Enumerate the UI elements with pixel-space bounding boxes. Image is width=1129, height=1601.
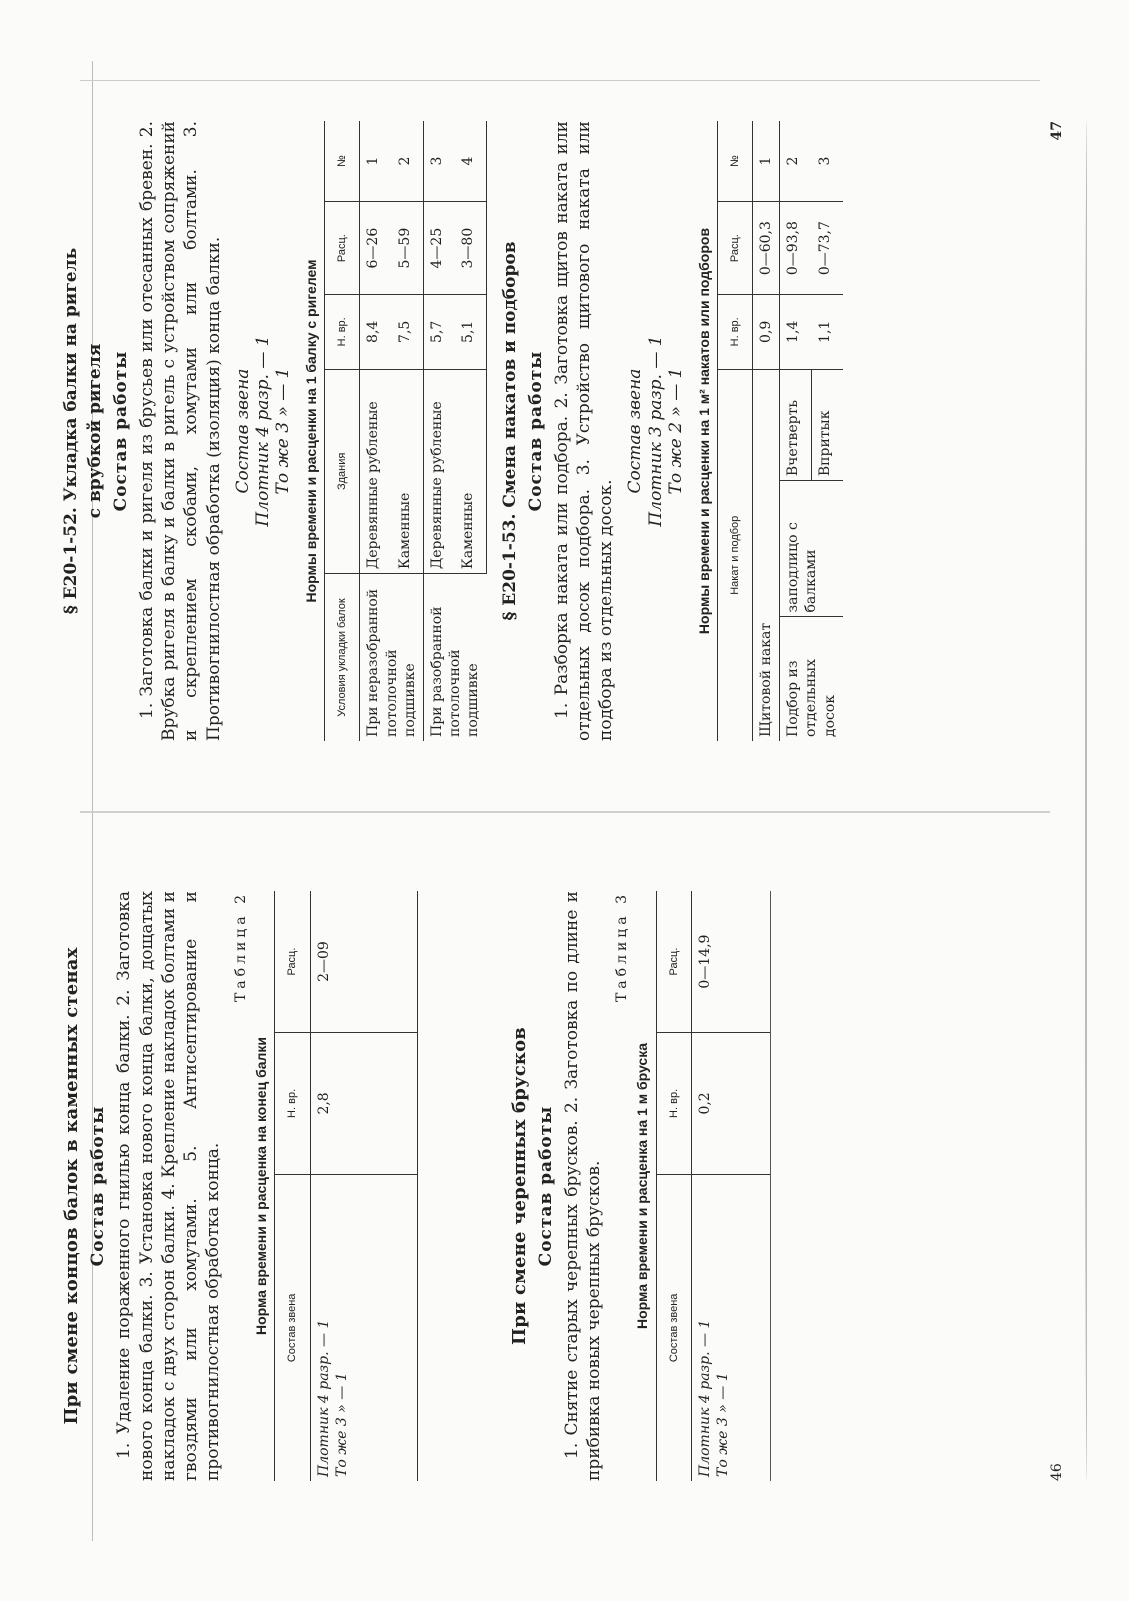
page-number-left: 46: [1048, 1463, 1065, 1481]
method-cell: Вчетверть: [780, 369, 812, 481]
work-composition-title-2: Состав работы: [526, 350, 547, 512]
table-row: [310, 891, 409, 1481]
norm-table-e20-1-52: [324, 121, 487, 741]
norm-value: 5,1: [455, 295, 487, 369]
building-cell: Деревянные рубленые: [360, 369, 392, 574]
crew-line: Плотник 4 разр. — 1: [696, 1319, 713, 1477]
rate-value: 4—25: [423, 202, 455, 295]
building-cell: Каменные: [392, 369, 424, 574]
section-subtitle: с врубкой ригеля: [85, 343, 106, 519]
left-page: [60, 891, 1065, 1481]
table-caption: Норма времени и расценка на конец балки: [253, 1036, 270, 1336]
col-header-rate: Расц.: [275, 891, 310, 1033]
norm-value: 2,8: [310, 1033, 409, 1175]
norm-value: 1,1: [812, 295, 843, 369]
table-caption-2: Нормы времени и расценки на 1 м² накатов или подборов: [695, 227, 712, 635]
building-cell: Каменные: [455, 369, 487, 574]
rate-value: 2—09: [315, 941, 332, 982]
left-heading-2: При смене черепных брусков: [508, 1027, 530, 1345]
crew-title: Состав звена: [625, 368, 646, 494]
page-edge-line-right: [80, 80, 1040, 81]
type-cell: Щитовой накат: [753, 369, 780, 741]
subtype-cell: заподлицо с балками: [780, 481, 843, 617]
col-header-rate: Расц.: [717, 202, 752, 295]
norm-table-3: [656, 891, 771, 1481]
work-composition-title: Состав работы: [111, 350, 132, 512]
row-number: 2: [396, 156, 413, 166]
norm-value: 7,5: [392, 295, 424, 369]
table-number: Таблица 3: [614, 891, 631, 1003]
work-composition-title: Состав работы: [88, 1105, 109, 1267]
table-row: [753, 121, 780, 741]
work-description: 1. Удаление пораженного гнилью конца балки. 2. Заготовка нового конца балки. 3. Установка нового конца балки, дощатых накладок с двух сторон балки. 4. Крепление накладок болтами и гвоздями или хомутами. 5. Антисептирование и противогнилостная обработка конца.: [114, 891, 223, 1481]
left-heading-1: При смене концов балок в каменных стенах: [61, 947, 82, 1425]
norm-table-2: [274, 891, 417, 1481]
row-number: 2: [785, 156, 802, 166]
page-number-right: 47: [1048, 121, 1065, 141]
col-header-norm: Н. вр.: [717, 295, 752, 369]
table-row: [423, 121, 455, 741]
book-fold: [80, 811, 1050, 813]
conditions-cell: При разобранной потолочной подшивке: [423, 574, 486, 741]
rate-value: 5—59: [392, 202, 424, 295]
paper-edge: [1085, 121, 1090, 1481]
conditions-cell: При неразобранной потолочной подшивке: [360, 574, 424, 741]
col-header-rate: Расц.: [325, 202, 360, 295]
col-header-number: №: [717, 121, 752, 202]
crew-title: Состав звена: [232, 368, 253, 494]
table-row: [691, 891, 770, 1481]
method-cell: Впритык: [812, 369, 843, 481]
norm-value: 1,4: [780, 295, 812, 369]
type-cell: Подбор из отдельных досок: [780, 617, 843, 741]
table-caption: Нормы времени и расценки на 1 балку с ригелем: [302, 259, 319, 603]
norm-value: 0,2: [691, 1033, 770, 1175]
rate-value: 6—26: [360, 202, 392, 295]
crew-block-2: [625, 121, 686, 741]
section-title-2: § Е20-1-53. Смена накатов и подборов: [499, 241, 520, 621]
col-header-crew: Состав звена: [275, 1174, 310, 1481]
building-cell: Деревянные рубленые: [423, 369, 455, 574]
crew-line: Плотник 4 разр. — 1: [253, 335, 274, 527]
col-header-number: №: [325, 121, 360, 202]
col-header-norm: Н. вр.: [325, 295, 360, 369]
crew-line: То же 3 » — 1: [273, 367, 294, 495]
col-header-rate: Расц.: [656, 891, 691, 1033]
norm-value: 0,9: [753, 295, 780, 369]
rate-value: 0—60,3: [753, 202, 780, 295]
norm-table-e20-1-53: [717, 121, 843, 741]
right-page: [60, 121, 1065, 741]
table-number: Таблица 2: [232, 891, 249, 1003]
row-number: 1: [758, 156, 775, 166]
crew-line: Плотник 4 разр. — 1: [315, 1319, 332, 1477]
rate-value: 0—14,9: [691, 891, 770, 1033]
row-number: 1: [365, 156, 382, 166]
col-header-conditions: Условия укладки балок: [325, 574, 360, 741]
section-title: § Е20-1-52. Укладка балки на ригель: [61, 247, 81, 615]
row-number: 3: [428, 156, 445, 166]
col-header-type: Накат и подбор: [717, 369, 752, 741]
crew-line: То же 2 » — 1: [666, 367, 687, 495]
col-header-norm: Н. вр.: [275, 1033, 310, 1175]
work-description: 1. Заготовка балки и ригеля из брусьев или отесанных бревен. 2. Врубка ригеля в балку и балки в ригель с устройством сопряжений и скреплением скобами, хомутами или болтами. 3. Противогнилостная обработка (изоляция) конца балки.: [137, 121, 224, 741]
crew-line: Плотник 3 разр. — 1: [645, 335, 666, 527]
table-caption: Норма времени и расценка на 1 м бруска: [634, 1043, 651, 1329]
col-header-norm: Н. вр.: [656, 1033, 691, 1175]
work-composition-title-2: Состав работы: [536, 1105, 557, 1267]
work-description-2: 1. Разборка наката или подбора. 2. Заготовка щитов наката или отдельных досок подбора. 3. Устройство щитового наката или подбора из отдельных досок.: [552, 121, 617, 741]
crew-line: То же 3 » — 1: [715, 1372, 732, 1477]
work-description-2: 1. Снятие старых черепных брусков. 2. Заготовка по длине и прибивка новых черепных брусков.: [562, 891, 605, 1481]
col-header-crew: Состав звена: [656, 1174, 691, 1481]
table-row: [780, 121, 812, 741]
row-number: 4: [455, 121, 487, 202]
rate-value: 3—80: [455, 202, 487, 295]
row-number: 3: [816, 156, 833, 166]
norm-value: 5,7: [423, 295, 455, 369]
crew-block: [233, 121, 294, 741]
crew-line: То же 3 » — 1: [333, 1372, 350, 1477]
norm-value: 8,4: [360, 295, 392, 369]
col-header-buildings: Здания: [325, 369, 360, 574]
table-row: [360, 121, 392, 741]
rate-value: 0—93,8: [780, 202, 812, 295]
rate-value: 0—73,7: [812, 202, 843, 295]
